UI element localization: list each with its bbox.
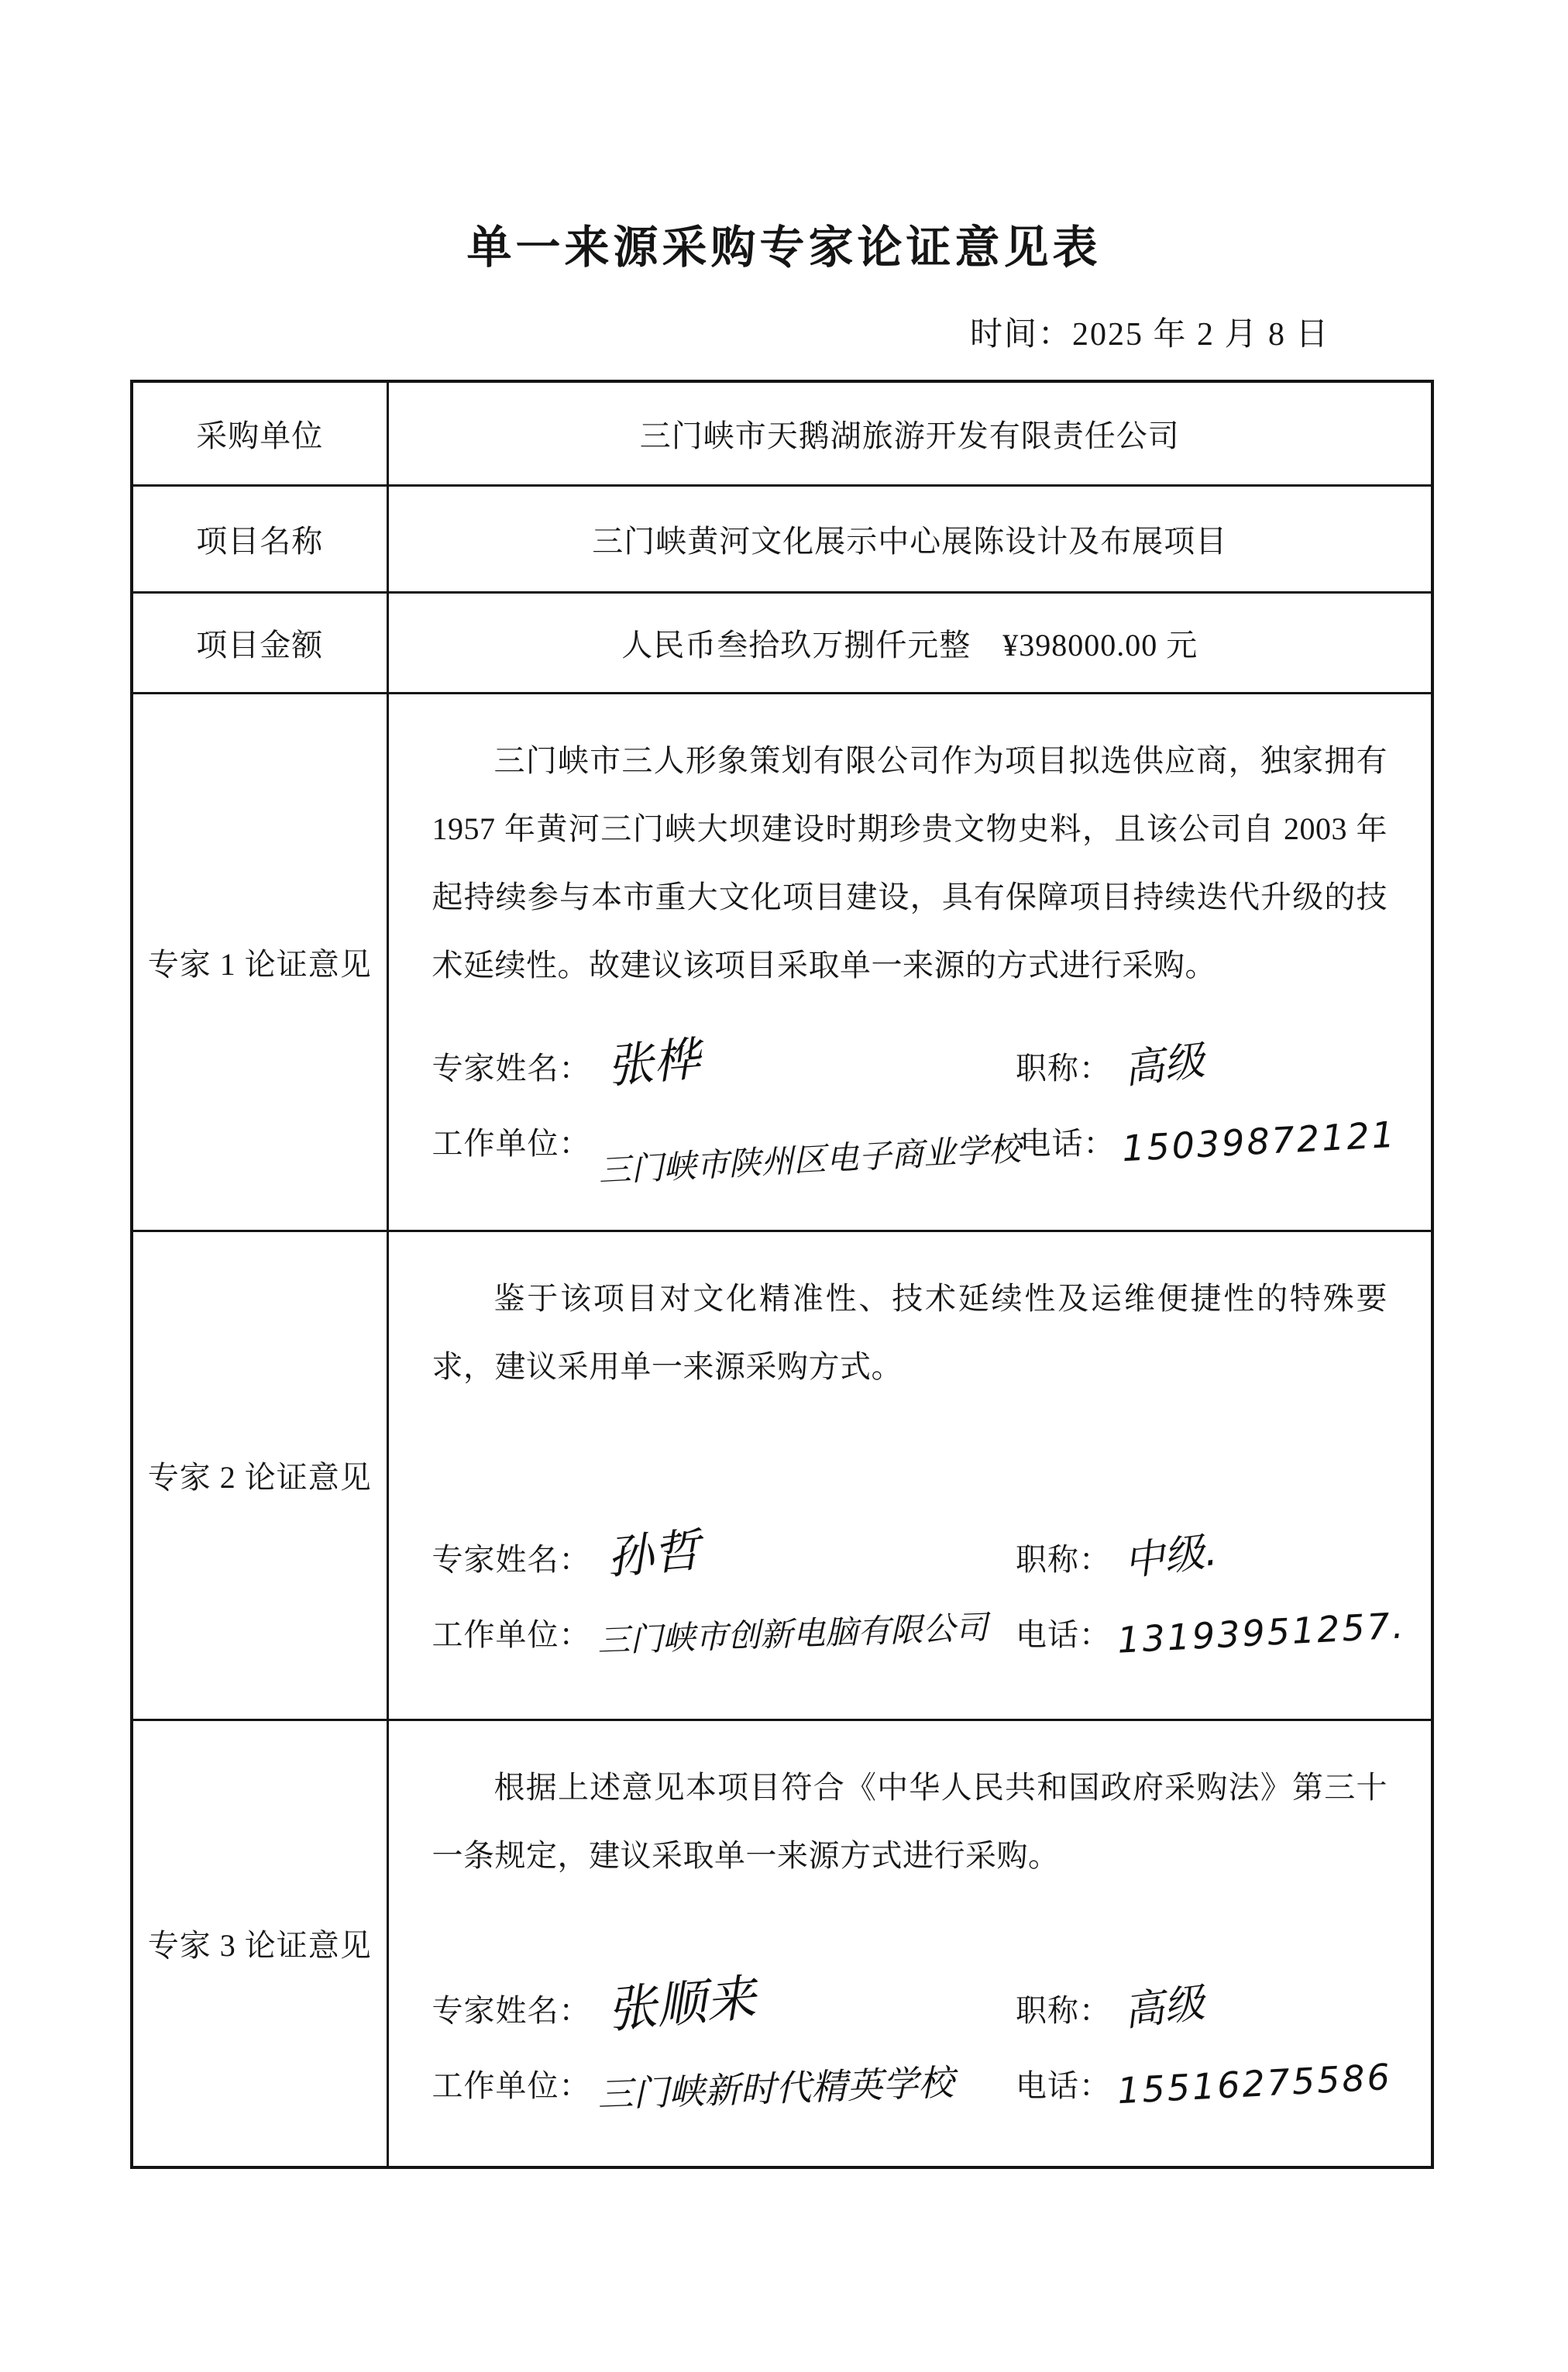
expert-phone-handwritten: 15516275586 xyxy=(1116,2055,1394,2112)
row-label: 项目名称 xyxy=(132,485,387,592)
signature-line xyxy=(432,1026,1388,1097)
expert-opinion: 根据上述意见本项目符合《中华人民共和国政府采购法》第三十一条规定，建议采取单一来源方式进行采购。 xyxy=(432,1769,1387,1873)
expert-name-handwritten: 张顺来 xyxy=(604,1969,758,2040)
expert-name-label: 专家姓名： xyxy=(432,1541,591,1577)
table-row-purchaser xyxy=(132,381,1432,485)
row-label: 专家 1 论证意见 xyxy=(132,693,387,1231)
table-row-project-name xyxy=(132,485,1432,592)
expert-unit-handwritten: 三门峡新时代精英学校 xyxy=(597,2060,954,2116)
signature-line xyxy=(432,2055,1394,2127)
expert-phone-field xyxy=(1020,1113,1398,1169)
date-line: 时间：2025 年 2 月 8 日 xyxy=(970,317,1330,353)
expert-unit-label: 工作单位： xyxy=(432,1616,591,1652)
expert-title-handwritten: 高级 xyxy=(1121,1037,1207,1093)
table-row-expert-2 xyxy=(132,1231,1432,1720)
expert-unit-label: 工作单位： xyxy=(432,2067,591,2103)
expert-name-field xyxy=(432,1026,1016,1093)
expert-unit-handwritten: 三门峡市陕州区电子商业学校 xyxy=(597,1129,1022,1189)
row-label: 项目金额 xyxy=(132,592,387,693)
row-label: 采购单位 xyxy=(132,381,387,485)
expert-name-field xyxy=(432,1964,1016,2040)
expert-unit-label: 工作单位： xyxy=(432,1125,591,1161)
signature-line xyxy=(432,1603,1407,1680)
expert-name-label: 专家姓名： xyxy=(432,1050,591,1086)
signature-line xyxy=(432,1964,1388,2040)
table-row-project-amount xyxy=(132,592,1432,693)
expert-title-field xyxy=(1016,1032,1387,1093)
row-label: 专家 3 论证意见 xyxy=(132,1720,387,2167)
expert-phone-label: 电话： xyxy=(1016,2067,1111,2103)
expert-title-field xyxy=(1016,1523,1387,1585)
expert-name-handwritten: 张桦 xyxy=(604,1031,702,1094)
project-name-value: 三门峡黄河文化展示中心展陈设计及布展项目 xyxy=(387,485,1432,592)
table-row-expert-3 xyxy=(132,1720,1432,2167)
table-row-expert-1 xyxy=(132,693,1432,1231)
signature-block xyxy=(432,1026,1398,1189)
project-amount-value: 人民币叁拾玖万捌仟元整 ¥398000.00 元 xyxy=(387,592,1432,693)
expert-title-label: 职称： xyxy=(1016,1541,1111,1577)
expert-title-label: 职称： xyxy=(1016,1050,1111,1086)
signature-block xyxy=(432,1964,1394,2127)
expert-2-cell xyxy=(387,1231,1432,1720)
expert-opinion: 鉴于该项目对文化精准性、技术延续性及运维便捷性的特殊要求，建议采用单一来源采购方式。 xyxy=(432,1280,1387,1384)
purchaser-value: 三门峡市天鹅湖旅游开发有限责任公司 xyxy=(387,381,1432,485)
signature-line xyxy=(432,1517,1388,1589)
expert-opinion: 三门峡市三人形象策划有限公司作为项目拟选供应商，独家拥有 1957 年黄河三门峡大坝建设时期珍贵文物史料，且该公司自 2003 年起持续参与本市重大文化项目建设，具有保障项目持续迭代升级的技术延续性。故建议该项目采取单一来源的方式进行采购。 xyxy=(432,742,1387,983)
expert-title-handwritten: 中级. xyxy=(1121,1527,1220,1585)
expert-unit-field xyxy=(432,2056,1016,2116)
expert-name-handwritten: 孙哲 xyxy=(604,1523,702,1585)
page-title: 单一来源采购专家论证意见表 xyxy=(466,222,1102,273)
expert-phone-label: 电话： xyxy=(1016,1616,1111,1652)
expert-phone-handwritten: 15039872121 xyxy=(1120,1113,1398,1169)
expert-phone-handwritten: 13193951257. xyxy=(1116,1603,1407,1661)
expert-name-label: 专家姓名： xyxy=(432,1992,591,2028)
expert-unit-handwritten: 三门峡市创新电脑有限公司 xyxy=(596,1607,989,1660)
expert-phone-field xyxy=(1016,1603,1407,1661)
expert-title-field xyxy=(1016,1974,1387,2036)
signature-block xyxy=(432,1517,1407,1680)
signature-line xyxy=(432,1113,1398,1189)
expert-name-field xyxy=(432,1517,1016,1584)
expert-title-label: 职称： xyxy=(1016,1992,1111,2028)
expert-3-cell xyxy=(387,1720,1432,2167)
row-label: 专家 2 论证意见 xyxy=(132,1231,387,1720)
expert-1-cell xyxy=(387,693,1432,1231)
expert-title-handwritten: 高级 xyxy=(1121,1979,1207,2036)
expert-phone-field xyxy=(1016,2055,1394,2112)
expert-unit-field xyxy=(432,1117,1022,1189)
expert-phone-label: 电话： xyxy=(1020,1125,1116,1161)
opinion-table xyxy=(130,380,1434,2169)
expert-unit-field xyxy=(432,1607,1016,1660)
